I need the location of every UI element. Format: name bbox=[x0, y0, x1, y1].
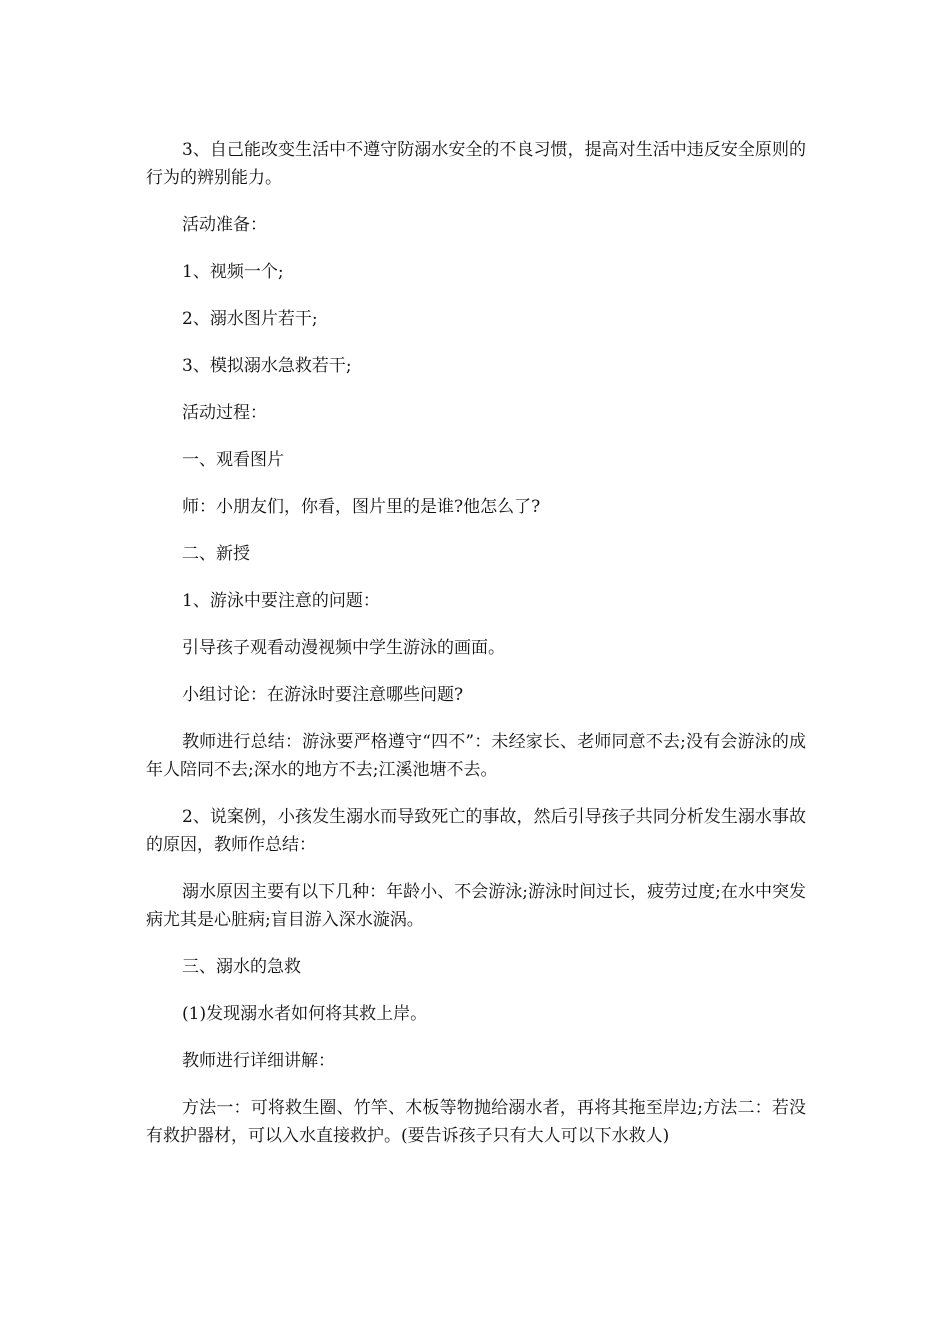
section-new-lesson: 二、新授 bbox=[182, 544, 250, 564]
subsection-swimming-issues: 1、游泳中要注意的问题： bbox=[182, 591, 380, 611]
paragraph-goal-3: 3、自己能改变生活中不遵守防溺水安全的不良习惯，提高对生活中违反安全原则的行为的辨别能力。 bbox=[146, 140, 806, 188]
paragraph-rescue-ashore: (1)发现溺水者如何将其救上岸。 bbox=[182, 1004, 428, 1024]
section-watch-pictures: 一、观看图片 bbox=[182, 450, 284, 470]
prep-item-video: 1、视频一个; bbox=[182, 262, 284, 282]
paragraph-teacher-explains: 教师进行详细讲解： bbox=[182, 1051, 335, 1071]
teacher-question: 师：小朋友们，你看，图片里的是谁?他怎么了? bbox=[182, 497, 541, 517]
section-first-aid: 三、溺水的急救 bbox=[182, 957, 301, 977]
paragraph-watch-video: 引导孩子观看动漫视频中学生游泳的画面。 bbox=[182, 638, 505, 658]
document-body bbox=[146, 136, 806, 1169]
heading-activity-process: 活动过程： bbox=[182, 403, 267, 423]
paragraph-drowning-causes: 溺水原因主要有以下几种：年龄小、不会游泳;游泳时间过长，疲劳过度;在水中突发病尤其是心脏病;盲目游入深水漩涡。 bbox=[146, 882, 806, 930]
heading-activity-preparation: 活动准备： bbox=[182, 215, 267, 235]
prep-item-simulation: 3、模拟溺水急救若干; bbox=[182, 356, 352, 376]
paragraph-case-study: 2、说案例，小孩发生溺水而导致死亡的事故，然后引导孩子共同分析发生溺水事故的原因，教师作总结： bbox=[146, 807, 806, 855]
paragraph-rescue-methods: 方法一：可将救生圈、竹竿、木板等物抛给溺水者，再将其拖至岸边;方法二：若没有救护器材，可以入水直接救护。(要告诉孩子只有大人可以下水救人) bbox=[146, 1098, 806, 1146]
paragraph-group-discussion: 小组讨论：在游泳时要注意哪些问题? bbox=[182, 685, 464, 705]
paragraph-teacher-summary: 教师进行总结：游泳要严格遵守“四不”：未经家长、老师同意不去;没有会游泳的成年人陪同不去;深水的地方不去;江溪池塘不去。 bbox=[146, 732, 806, 780]
prep-item-pictures: 2、溺水图片若干; bbox=[182, 309, 318, 329]
